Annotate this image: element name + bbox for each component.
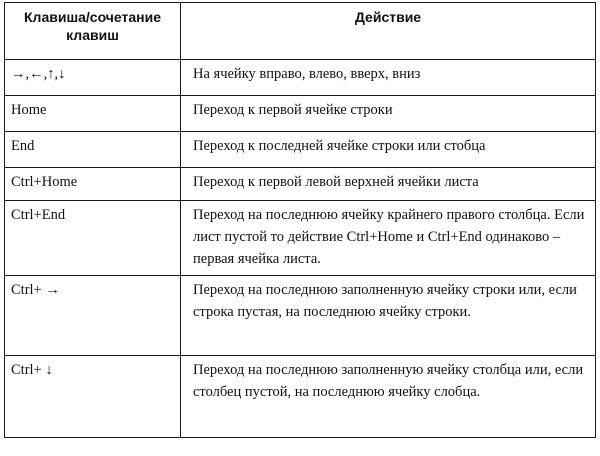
action-cell: Переход к первой ячейке строки — [181, 96, 596, 132]
key-cell: Ctrl+ → — [5, 276, 181, 356]
action-cell: На ячейку вправо, влево, вверх, вниз — [181, 60, 596, 96]
action-cell: Переход на последнюю ячейку крайнего правого столбца. Если лист пустой то действие Ctrl+Home и Ctrl+End одинаково – первая ячейка листа. — [181, 201, 596, 276]
table-row — [5, 96, 596, 132]
table-row — [5, 168, 596, 201]
table-row — [5, 60, 596, 96]
shortcuts-table — [4, 2, 596, 438]
header-key: Клавиша/сочетание клавиш — [5, 3, 181, 60]
key-cell: End — [5, 132, 181, 168]
table-row — [5, 132, 596, 168]
key-cell: →,←,↑,↓ — [5, 60, 181, 96]
key-cell: Ctrl+ ↓ — [5, 356, 181, 438]
key-cell: Ctrl+End — [5, 201, 181, 276]
key-cell: Home — [5, 96, 181, 132]
action-cell: Переход на последнюю заполненную ячейку столбца или, если столбец пустой, на последнюю ячейку слобца. — [181, 356, 596, 438]
key-cell: Ctrl+Home — [5, 168, 181, 201]
table-row — [5, 201, 596, 276]
action-cell: Переход к первой левой верхней ячейки листа — [181, 168, 596, 201]
table-header-row — [5, 3, 596, 60]
table-row — [5, 356, 596, 438]
table-row — [5, 276, 596, 356]
header-action: Действие — [181, 3, 596, 60]
action-cell: Переход к последней ячейке строки или стобца — [181, 132, 596, 168]
action-cell: Переход на последнюю заполненную ячейку строки или, если строка пустая, на последнюю ячейку строки. — [181, 276, 596, 356]
